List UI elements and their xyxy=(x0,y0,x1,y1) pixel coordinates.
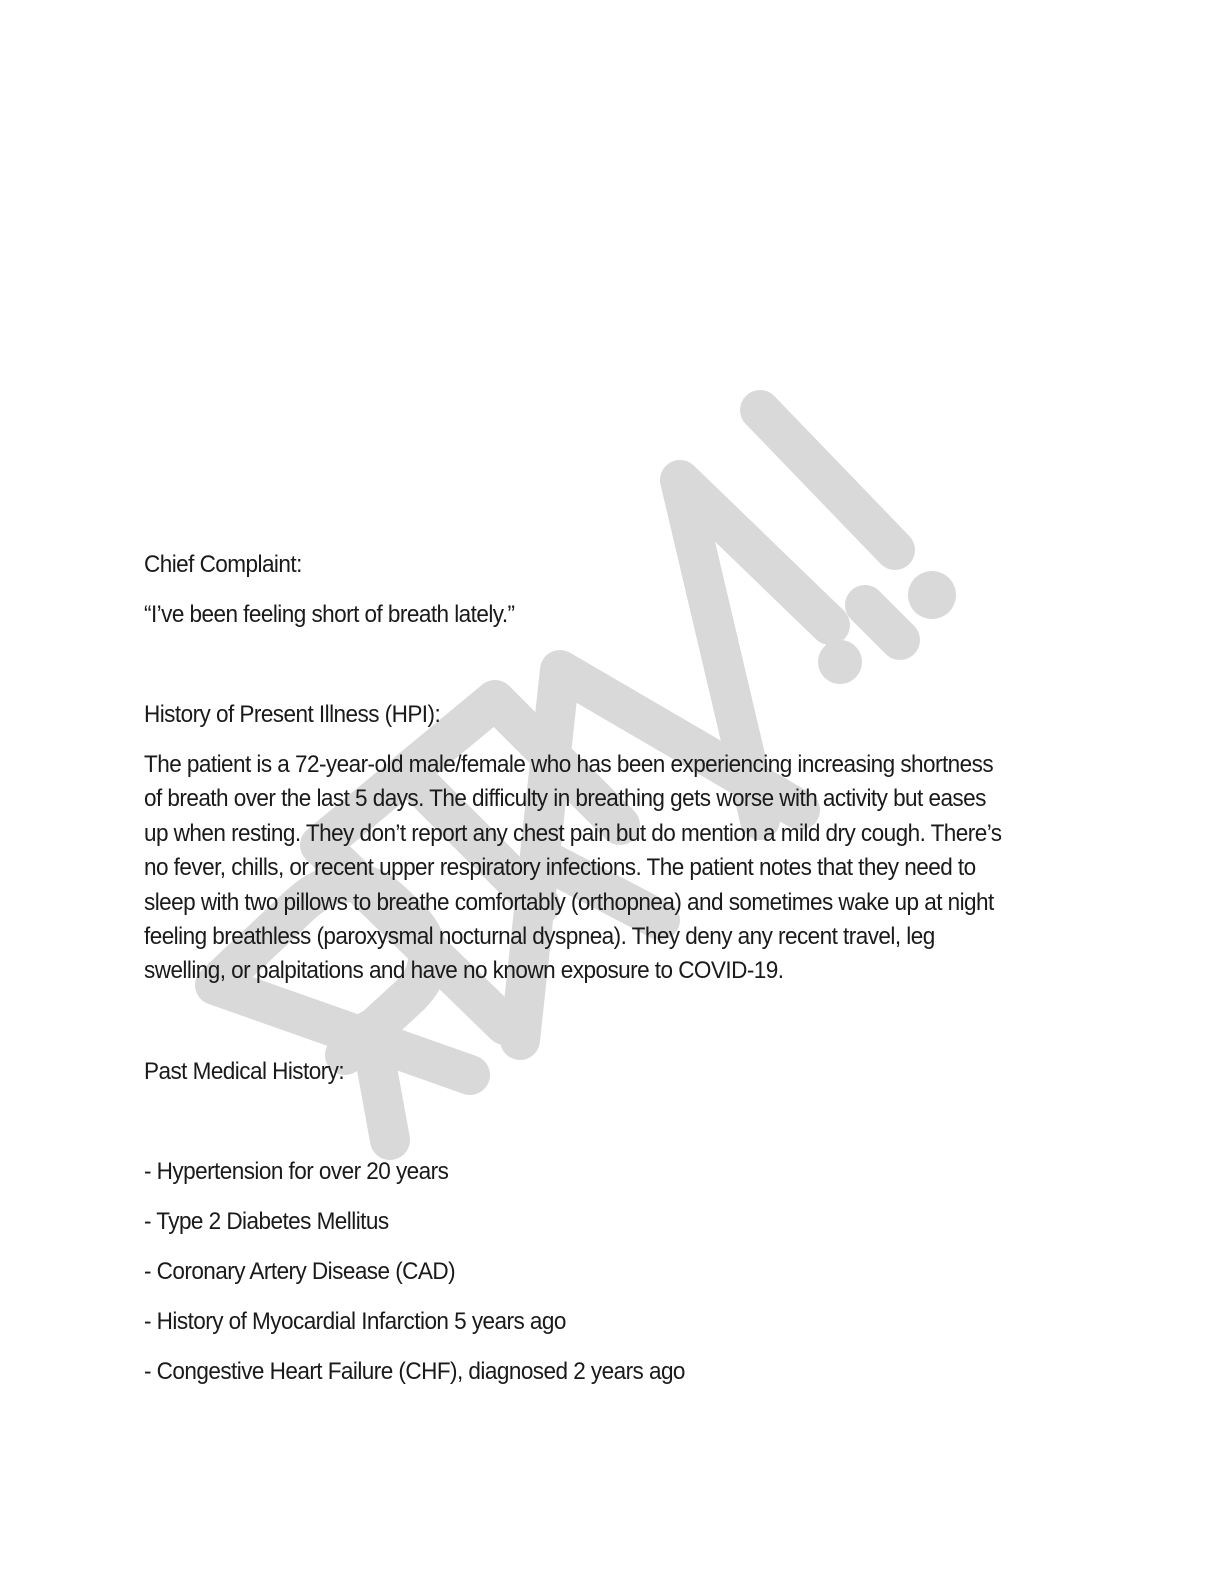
hpi-line: The patient is a 72-year-old male/female who has been experiencing increasing shortness xyxy=(144,751,994,778)
hpi-line: up when resting. They don’t report any chest pain but do mention a mild dry cough. There’s xyxy=(144,819,1002,847)
pmh-item: - Coronary Artery Disease (CAD) xyxy=(144,1258,456,1285)
pmh-item: - Congestive Heart Failure (CHF), diagnosed 2 years ago xyxy=(144,1358,685,1385)
pmh-heading: Past Medical History: xyxy=(144,1058,345,1085)
chief-complaint-heading: Chief Complaint: xyxy=(144,551,302,578)
watermark-exclamation-2 xyxy=(865,605,900,640)
hpi-line: sleep with two pillows to breathe comfortably (orthopnea) and sometimes wake up at night xyxy=(144,888,994,916)
hpi-line: of breath over the last 5 days. The difficulty in breathing gets worse with activity but eases xyxy=(144,785,986,813)
pmh-item: - Hypertension for over 20 years xyxy=(144,1158,449,1185)
hpi-line: swelling, or palpitations and have no known exposure to COVID-19. xyxy=(144,957,784,985)
hpi-heading: History of Present Illness (HPI): xyxy=(144,701,441,728)
hpi-line: feeling breathless (paroxysmal nocturnal dyspnea). They deny any recent travel, leg xyxy=(144,923,935,951)
chief-complaint-quote: “I’ve been feeling short of breath lately.” xyxy=(144,601,515,628)
watermark-exclamation-1 xyxy=(760,410,895,550)
hpi-paragraph xyxy=(144,748,1073,989)
pmh-item: - History of Myocardial Infarction 5 years ago xyxy=(144,1308,566,1335)
hpi-line: no fever, chills, or recent upper respiratory infections. The patient notes that they need to xyxy=(144,854,976,882)
pmh-item: - Type 2 Diabetes Mellitus xyxy=(144,1208,389,1235)
